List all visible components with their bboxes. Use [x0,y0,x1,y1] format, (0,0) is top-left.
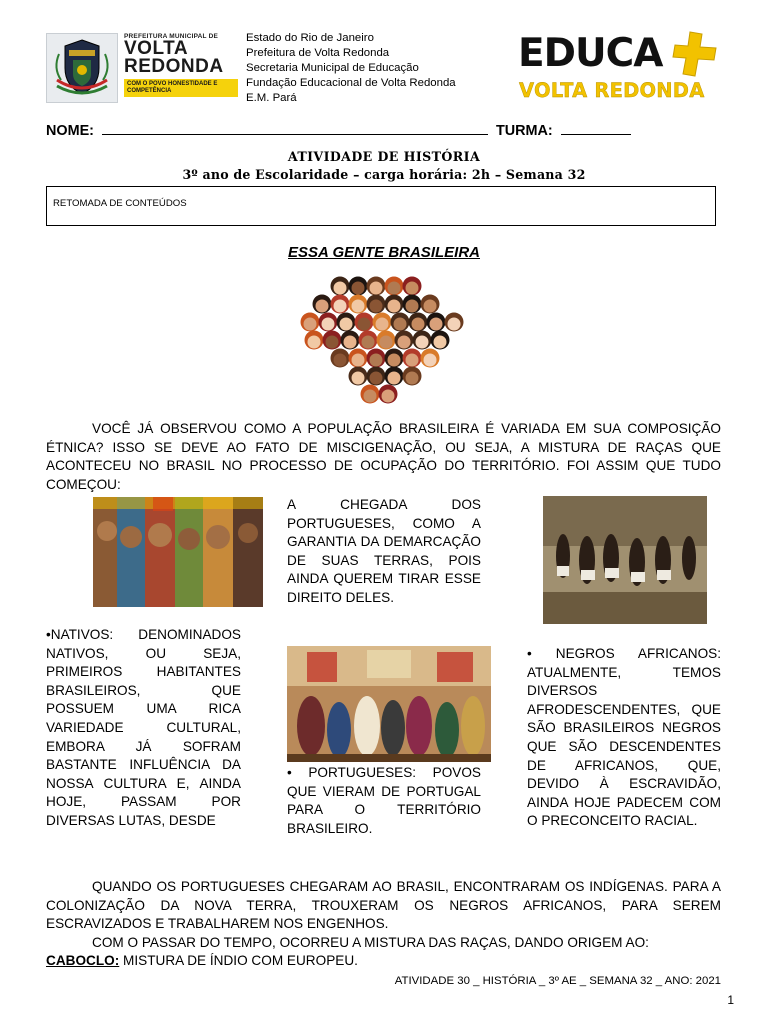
face-icon [331,295,350,314]
face-icon [403,295,422,314]
face-icon [403,349,422,368]
face-icon [301,313,320,332]
face-icon [385,277,404,296]
face-icon [349,277,368,296]
prefeitura-line: Prefeitura de Volta Redonda [246,47,390,59]
logo-small-text: PREFEITURA MUNICIPAL DE [124,33,219,40]
caboclo-term: CABOCLO: [46,953,120,969]
face-icon [331,349,350,368]
retomada-box [46,186,716,226]
plus-icon [671,30,719,78]
face-icon [379,385,398,404]
institution-block [246,31,456,106]
face-icon [331,277,350,296]
face-icon [431,331,450,350]
face-icon [367,295,386,314]
face-icon [373,313,392,332]
africans-painting [543,496,707,624]
footer-text: ATIVIDADE 30 _ HISTÓRIA _ 3º AE _ SEMANA 32 _ ANO: 2021 [394,975,721,987]
face-icon [349,295,368,314]
negros-paragraph: • NEGROS AFRICANOS: ATUALMENTE, TEMOS DIVERSOS AFRODESCENDENTES, QUE SÃO BRASILEIROS NEGROS QUE SÃO DESCENDENTES DE AFRICANOS, QUE, DEVIDO À ESCRAVIDÃO, AINDA HOJE PADECEM COM O PRECONCEITO RACIAL. [527,646,721,829]
secretaria-line: Secretaria Municipal de Educação [246,62,419,74]
face-icon [403,367,422,386]
turma-field[interactable] [561,122,631,135]
name-field[interactable] [102,122,488,135]
name-turma-line [46,122,631,139]
volta-redonda-logo [46,33,238,103]
face-icon [349,349,368,368]
face-icon [359,331,378,350]
volta-redonda-wordmark [124,33,238,103]
face-icon [349,367,368,386]
face-icon [385,349,404,368]
conclusion-paragraph-1 [46,878,721,934]
brazil-faces-illustration [270,270,492,415]
face-icon [313,295,332,314]
face-icon [355,313,374,332]
name-label: NOME: [46,123,94,139]
logo-big-line2: REDONDA [124,56,224,77]
turma-label: TURMA: [495,123,553,139]
conclusion-paragraph-2 [46,934,721,953]
face-icon [377,331,396,350]
logo-slogan: COM O POVO HONESTIDADE E COMPETÊNCIA [124,79,238,97]
main-title: ESSA GENTE BRASILEIRA [288,244,480,261]
face-icon [421,349,440,368]
educa-logo [518,33,723,105]
face-icon [323,331,342,350]
portugueses-paragraph: • PORTUGUESES: POVOS QUE VIERAM DE PORTUGAL PARA O TERRITÓRIO BRASILEIRO. [287,765,481,836]
face-icon [445,313,464,332]
face-icon [421,295,440,314]
face-icon [319,313,338,332]
face-icon [391,313,410,332]
intro-text: VOCÊ JÁ OBSERVOU COMO A POPULAÇÃO BRASILEIRA É VARIADA EM SUA COMPOSIÇÃO ÉTNICA? ISSO SE DEVE AO FATO DE MISCIGENAÇÃO, OU SEJA, A MISTURA DE RAÇAS QUE ACONTECEU NO BRASIL NO PROCESSO DE OCUPAÇÃO DO TERRITÓRIO. FOI ASSIM QUE TUDO COMEÇOU: [46,421,721,492]
page-number: 1 [727,993,734,1007]
face-icon [367,277,386,296]
face-icon [385,367,404,386]
chegada-paragraph: A CHEGADA DOS PORTUGUESES, COMO A GARANTIA DA DEMARCAÇÃO DE SUAS TERRAS, POIS AINDA QUEREM TIRAR ESSE DIREITO DELES. [287,497,481,605]
caboclo-definition: MISTURA DE ÍNDIO COM EUROPEU. [119,953,358,969]
activity-subtitle: 3º ano de Escolaridade – carga horária: 2h – Semana 32 [182,167,586,182]
face-icon [305,331,324,350]
face-icon [409,313,428,332]
face-icon [367,367,386,386]
caboclo-line [46,952,721,971]
educa-word: EDUCA [518,31,663,76]
conclusion-text-2: COM O PASSAR DO TEMPO, OCORREU A MISTURA DAS RAÇAS, DANDO ORIGEM AO: [92,934,649,950]
face-icon [385,295,404,314]
school-line: E.M. Pará [246,92,297,104]
state-line: Estado do Rio de Janeiro [246,32,374,44]
face-icon [413,331,432,350]
educa-subtitle: VOLTA REDONDA [519,79,705,102]
conclusion-block [46,878,721,971]
city-seal-icon [46,33,118,103]
face-icon [337,313,356,332]
retomada-label: RETOMADA DE CONTEÚDOS [53,198,187,209]
intro-paragraph [46,420,721,494]
face-icon [367,349,386,368]
face-icon [341,331,360,350]
portuguese-court-painting [287,646,491,762]
natives-photo [93,497,263,607]
conclusion-text-1: QUANDO OS PORTUGUESES CHEGARAM AO BRASIL, ENCONTRARAM OS INDÍGENAS. PARA A COLONIZAÇÃO DA NOVA TERRA, TROUXERAM OS NEGROS AFRICANOS, PARA SEREM ESCRAVIZADOS E TRABALHAREM NOS ENGENHOS. [46,879,721,932]
face-icon [361,385,380,404]
fundacao-line: Fundação Educacional de Volta Redonda [246,77,456,89]
face-icon [395,331,414,350]
face-icon [427,313,446,332]
activity-title: ATIVIDADE DE HISTÓRIA [287,149,481,164]
face-icon [403,277,422,296]
logo-big-line1: VOLTA [124,38,189,59]
nativos-paragraph: •NATIVOS: DENOMINADOS NATIVOS, OU SEJA, PRIMEIROS HABITANTES BRASILEIROS, QUE POSSUEM UMA RICA VARIEDADE CULTURAL, EMBORA JÁ SOFRAM BASTANTE INFLUÊNCIA DA NOSSA CULTURA E, AINDA HOJE, PASSAM POR DIVERSAS LUTAS, DESDE [46,627,241,828]
